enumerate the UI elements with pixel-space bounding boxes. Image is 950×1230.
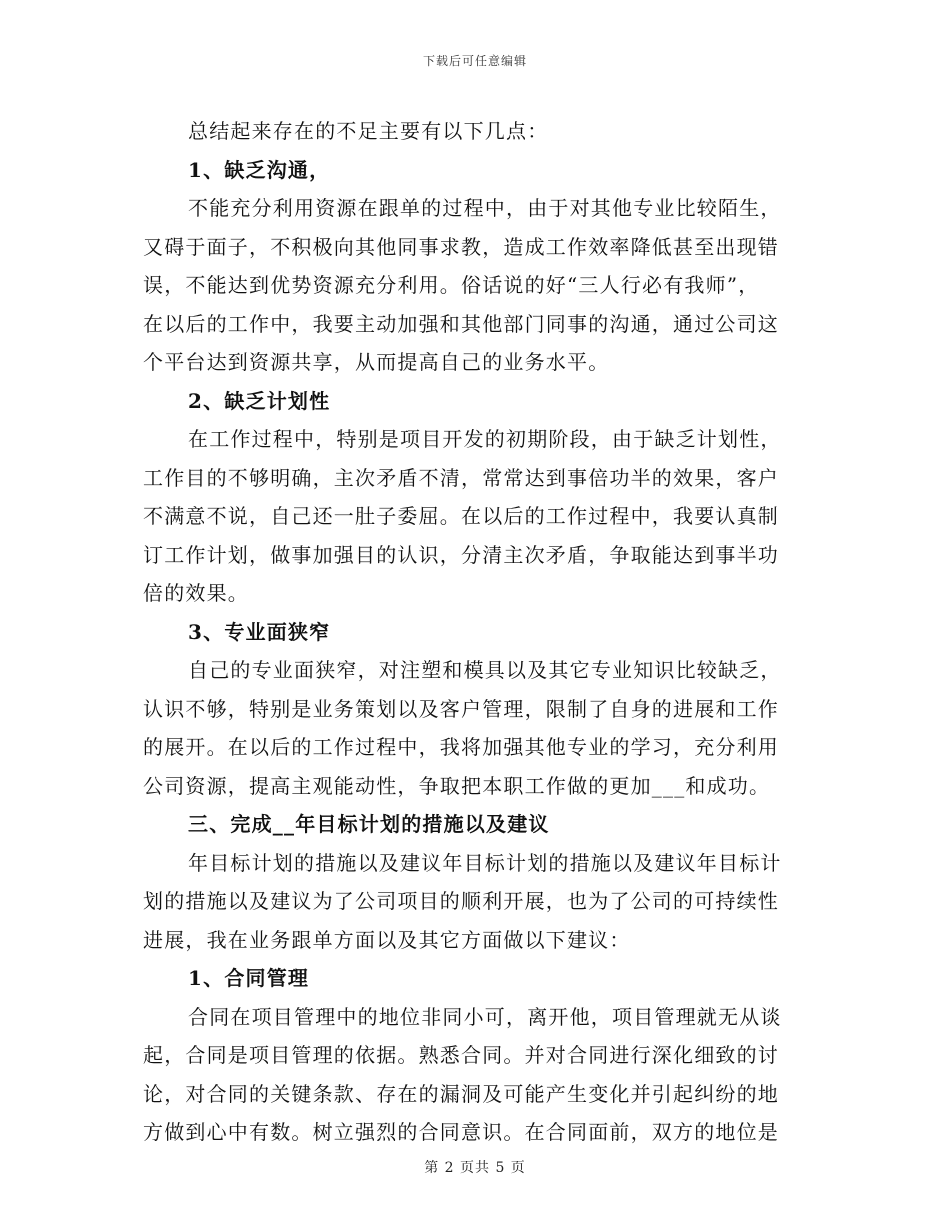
paragraph-line: 划的措施以及建议为了公司项目的顺利开展，也为了公司的可持续性 [143,889,779,913]
paragraph-line: 论，对合同的关键条款、存在的漏洞及可能产生变化并引起纠纷的地 [143,1081,779,1106]
section-heading: 3、专业面狭窄 [188,619,331,644]
paragraph-line: 个平台达到资源共享，从而提高自己的业务水平。 [143,350,610,374]
paragraph-line: 在工作过程中，特别是项目开发的初期阶段，由于缺乏计划性， [188,427,782,451]
paragraph-line: 认识不够，特别是业务策划以及客户管理，限制了自身的进展和工作 [143,696,779,721]
paragraph-line: 又碍于面子，不积极向其他同事求教，造成工作效率降低甚至出现错 [143,234,779,259]
section-heading: 2、缺乏计划性 [188,388,331,413]
paragraph-line: 的展开。在以后的工作过程中，我将加强其他专业的学习，充分利用 [143,735,779,759]
paragraph-line: 总结起来存在的不足主要有以下几点： [188,119,549,143]
section-heading: 三、完成__年目标计划的措施以及建议 [188,812,550,836]
paragraph-line: 年目标计划的措施以及建议年目标计划的措施以及建议年目标计 [188,850,782,875]
paragraph-line: 在以后的工作中，我要主动加强和其他部门同事的沟通，通过公司这 [143,311,779,336]
paragraph-line: 不能充分利用资源在跟单的过程中，由于对其他专业比较陌生， [188,196,782,220]
paragraph-line: 进展，我在业务跟单方面以及其它方面做以下建议： [143,927,631,952]
section-heading: 1、缺乏沟通， [188,157,331,182]
paragraph-line: 倍的效果。 [143,581,249,605]
paragraph-line: 自己的专业面狭窄，对注塑和模具以及其它专业知识比较缺乏， [188,658,782,682]
paragraph-line: 起，合同是项目管理的依据。熟悉合同。并对合同进行深化细致的讨 [143,1043,779,1067]
page-header: 下载后可任意编辑 [422,54,527,68]
paragraph-line: 误，不能达到优势资源充分利用。俗话说的好“三人行必有我师”， [143,273,760,297]
paragraph-line: 公司资源，提高主观能动性，争取把本职工作做的更加___和成功。 [143,773,771,798]
paragraph-line: 工作目的不够明确，主次矛盾不清，常常达到事倍功半的效果，客户 [143,465,779,490]
paragraph-line: 方做到心中有数。树立强烈的合同意识。在合同面前，双方的地位是 [143,1120,779,1144]
paragraph-line: 不满意不说，自己还一肚子委屈。在以后的工作过程中，我要认真制 [143,504,779,528]
paragraph-line: 合同在项目管理中的地位非同小可，离开他，项目管理就无从谈 [188,1004,782,1029]
page-footer: 第 2 页共 5 页 [424,1160,526,1176]
document-body [143,112,793,1152]
paragraph-line: 订工作计划，做事加强目的认识，分清主次矛盾，争取能达到事半功 [143,542,779,567]
section-heading: 1、合同管理 [188,966,310,990]
